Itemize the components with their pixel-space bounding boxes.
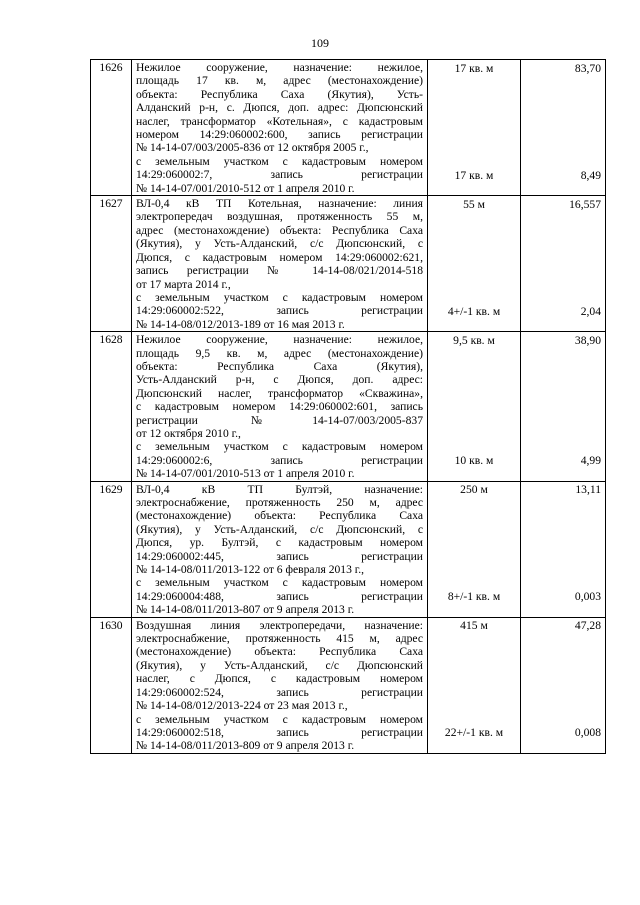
description-line: Дюпся, ур. Бултэй, с кадастровым номером [136,536,423,550]
description-line: от 12 октября 2010 г., [136,426,241,440]
table-row [91,196,606,332]
object-value [521,60,606,196]
row-number: 1628 [91,332,132,481]
description-line: 14:29:060002:445, запись регистрации [136,549,423,563]
description-line: с кадастровым номером 14:29:060002:601, запись [136,400,423,414]
object-size [428,60,521,196]
description-line: объекта: Республика Саха (Якутия), Усть- [136,87,423,101]
land-description-line: № 14-14-08/011/2013-807 от 9 апреля 2013 г. [136,603,355,617]
land-plot-value: 0,003 [574,590,601,604]
description-line: площадь 9,5 кв. м, адрес (местонахождение) [136,346,423,360]
object-description-main [136,333,423,440]
land-description-line: № 14-14-07/001/2010-512 от 1 апреля 2010 г. [136,181,355,195]
object-description [132,60,428,196]
object-description [132,332,428,481]
land-plot-value: 2,04 [580,304,601,318]
object-size-main: 250 м [460,483,488,497]
description-line: наслег, с Дюпся, с кадастровым номером [136,672,423,686]
description-line: Дюпсюнский наслег, трансформатор «Скважина», [136,386,423,400]
description-line: ВЛ-0,4 кВ ТП Бултэй, назначение: [136,482,423,496]
object-value-main: 16,557 [569,197,601,211]
description-line: электроснабжение, протяженность 250 м, адрес [136,496,423,509]
description-line: электроснабжение, протяженность 415 м, адрес [136,632,423,646]
land-description-line: с земельным участком с кадастровым номером [136,154,423,168]
description-line: (местонахождение) объекта: Республика Саха [136,645,423,659]
description-line: Нежилое сооружение, назначение: нежилое, [136,333,423,347]
land-plot-value: 4,99 [580,454,601,468]
land-plot-size: 17 кв. м [454,168,494,182]
description-line: запись регистрации № 14-14-08/021/2014-518 [136,264,423,278]
row-number: 1627 [91,196,132,332]
object-description-main [136,619,423,713]
object-description [132,617,428,753]
land-description-line: с земельным участком с кадастровым номером [136,440,423,454]
object-description-main [136,483,423,577]
land-description-line: 14:29:060002:6, запись регистрации [136,453,423,467]
object-size-main: 9,5 кв. м [453,333,495,347]
object-description [132,196,428,332]
description-line: (Якутия), у Усть-Алданский, с/с Дюпсюнский, с [136,237,423,251]
description-line: Усть-Алданский р-н, с Дюпся, доп. адрес: [136,373,423,387]
row-number: 1630 [91,617,132,753]
land-description-line: с земельным участком с кадастровым номером [136,576,423,590]
land-description-line: № 14-14-07/001/2010-513 от 1 апреля 2010 г. [136,467,355,481]
land-description-line: с земельным участком с кадастровым номером [136,712,423,726]
object-size-main: 17 кв. м [454,61,494,75]
table-row [91,481,606,617]
land-description-line: с земельным участком с кадастровым номером [136,290,423,304]
land-plot-size: 10 кв. м [454,454,494,468]
description-line: № 14-14-07/003/2005-836 от 12 октября 2005 г., [136,141,369,155]
row-number: 1629 [91,481,132,617]
land-plot-size: 4+/-1 кв. м [447,304,501,318]
land-plot-size: 22+/-1 кв. м [444,726,504,740]
object-value [521,617,606,753]
object-size [428,332,521,481]
description-line: Дюпся, с кадастровым номером 14:29:060002:621, [136,250,423,264]
land-plot-value: 0,008 [574,726,601,740]
description-line: адрес (местонахождение) объекта: Республика Саха [136,223,423,237]
description-line: № 14-14-08/012/2013-224 от 23 мая 2013 г., [136,699,348,713]
object-value [521,332,606,481]
object-value-main: 47,28 [574,619,601,633]
object-size-main: 55 м [463,197,485,211]
land-description-line: № 14-14-08/012/2013-189 от 16 мая 2013 г. [136,317,345,331]
land-plot-description [136,576,423,616]
description-line: от 17 марта 2014 г., [136,277,231,291]
object-size-main: 415 м [460,619,488,633]
description-line: регистрации №14-14-07/003/2005-837 [136,413,423,427]
object-size [428,481,521,617]
land-plot-description [136,440,423,480]
registry-body [91,60,606,754]
land-plot-description [136,155,423,195]
land-description-line: 14:29:060002:518, запись регистрации [136,725,423,739]
land-plot-description [136,713,423,753]
object-value-main: 13,11 [575,483,601,497]
description-line: Нежилое сооружение, назначение: нежилое, [136,61,423,74]
table-row [91,332,606,481]
description-line: (Якутия), у Усть-Алданский, с/с Дюпсюнский, с [136,522,423,536]
description-line: № 14-14-08/011/2013-122 от 6 февраля 2013 г., [136,563,365,577]
land-plot-description [136,291,423,331]
object-description [132,481,428,617]
description-line: 14:29:060002:524, запись регистрации [136,685,423,699]
description-line: (местонахождение) объекта: Республика Саха [136,509,423,523]
description-line: номером 14:29:060002:600, запись регистрации [136,128,423,142]
table-row [91,617,606,753]
object-size [428,196,521,332]
table-row [91,60,606,196]
description-line: наслег, трансформатор «Котельная», с кадастровым [136,114,423,128]
object-description-main [136,197,423,291]
land-plot-size: 8+/-1 кв. м [447,590,501,604]
object-size [428,617,521,753]
description-line: Алданский р-н, с. Дюпся, доп. адрес: Дюпсюнский [136,101,423,115]
description-line: электропередач воздушная, протяженность 55 м, [136,210,423,224]
object-value-main: 83,70 [574,61,601,75]
land-description-line: 14:29:060004:488, запись регистрации [136,589,423,603]
land-description-line: 14:29:060002:522, запись регистрации [136,304,423,318]
object-value-main: 38,90 [574,333,601,347]
object-value [521,481,606,617]
description-line: площадь 17 кв. м, адрес (местонахождение) [136,74,423,88]
description-line: (Якутия), у Усть-Алданский, с/с Дюпсюнский [136,658,423,672]
description-line: ВЛ-0,4 кВ ТП Котельная, назначение: линия [136,197,423,211]
description-line: объекта: Республика Саха (Якутия), [136,359,423,373]
land-description-line: № 14-14-08/011/2013-809 от 9 апреля 2013 г. [136,739,355,753]
land-plot-value: 8,49 [580,168,601,182]
object-value [521,196,606,332]
page-number: 109 [311,36,329,50]
description-line: Воздушная линия электропередачи, назначение: [136,618,423,632]
object-description-main [136,61,423,155]
row-number: 1626 [91,60,132,196]
land-description-line: 14:29:060002:7, запись регистрации [136,168,423,182]
property-registry-table [90,59,606,754]
